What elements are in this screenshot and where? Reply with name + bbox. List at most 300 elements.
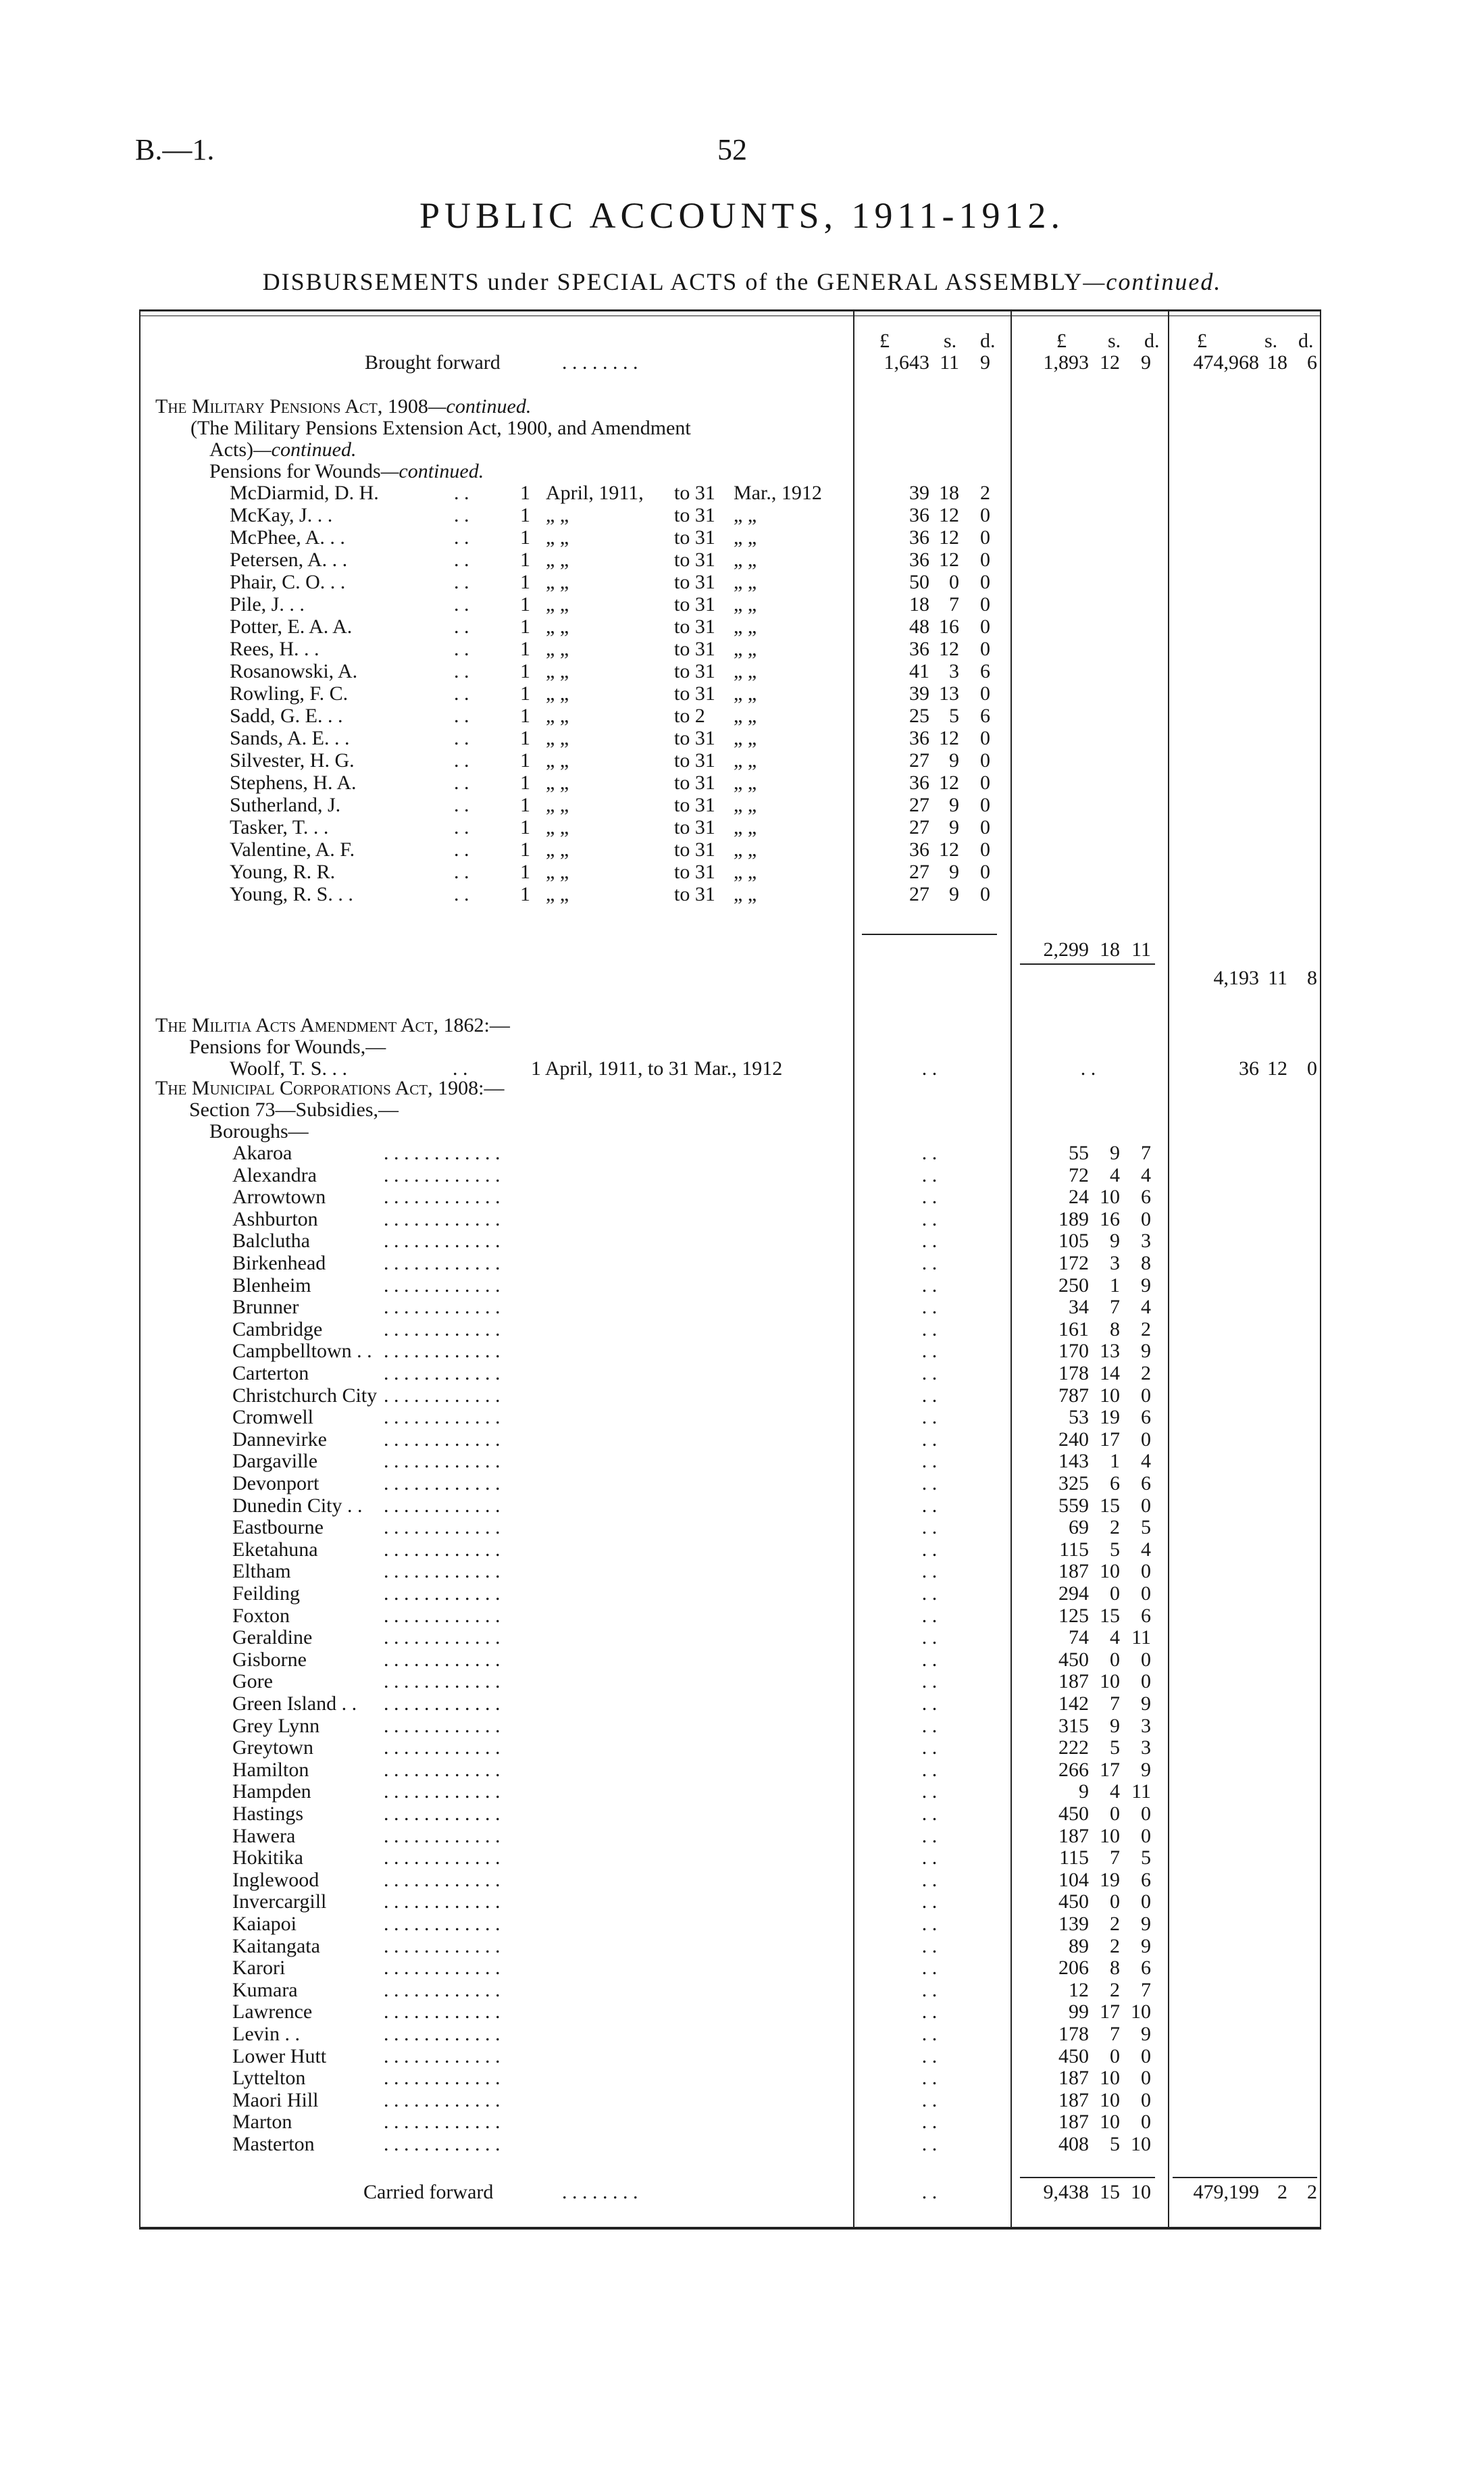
borough-name: Hokitika: [232, 1846, 303, 1869]
table-top-rule: [139, 309, 1321, 311]
borough-shillings: 10: [1100, 1825, 1120, 1847]
borough-leaders: . . . . . . . . . . . .: [384, 1362, 501, 1384]
borough-shillings: 3: [1110, 1252, 1120, 1274]
pension-pounds: 27: [909, 794, 929, 816]
pension-period-to: to 31: [674, 615, 715, 638]
borough-shillings: 2: [1110, 1935, 1120, 1957]
pension-pounds: 27: [909, 816, 929, 838]
borough-shillings: 19: [1100, 1406, 1120, 1428]
borough-name: Kaiapoi: [232, 1913, 297, 1935]
brought-forward-label: Brought forward: [365, 351, 501, 374]
pension-shillings: 12: [939, 838, 959, 861]
borough-shillings: 10: [1100, 1560, 1120, 1582]
borough-col1-leader: . .: [921, 2133, 938, 2155]
pension-period-end: „ „: [734, 883, 757, 905]
pension-pence: 0: [980, 549, 990, 571]
military-col2-total-rule: [1020, 963, 1155, 965]
borough-shillings: 2: [1110, 1979, 1120, 2001]
borough-leaders: . . . . . . . . . . . .: [384, 2067, 501, 2089]
militia-act-heading: [155, 1015, 510, 1036]
borough-leaders: . . . . . . . . . . . .: [384, 1406, 501, 1428]
borough-leaders: . . . . . . . . . . . .: [384, 1296, 501, 1318]
pension-pounds: 36: [909, 772, 929, 794]
borough-col1-leader: . .: [921, 1472, 938, 1494]
borough-name: Greytown: [232, 1736, 313, 1759]
pensioner-leader: . .: [454, 615, 469, 638]
military-extension-acts: Acts): [209, 438, 253, 461]
borough-leaders: . . . . . . . . . . . .: [384, 1869, 501, 1891]
borough-pounds: 222: [1058, 1736, 1089, 1759]
borough-shillings: 9: [1110, 1142, 1120, 1164]
borough-col1-leader: . .: [921, 1979, 938, 2001]
borough-pounds: 125: [1058, 1605, 1089, 1627]
pension-period-start: „ „: [546, 593, 569, 615]
cf-col3-pence: 2: [1307, 2181, 1317, 2203]
borough-pounds: 170: [1058, 1340, 1089, 1362]
pension-shillings: 7: [949, 593, 959, 615]
borough-shillings: 0: [1110, 1649, 1120, 1671]
pensioner-name: Sutherland, J.: [230, 794, 341, 816]
pension-period-start: „ „: [546, 816, 569, 838]
borough-shillings: 8: [1110, 1957, 1120, 1979]
pension-pence: 6: [980, 660, 990, 682]
borough-pence: 6: [1141, 1472, 1151, 1494]
pension-period-end: „ „: [734, 772, 757, 794]
cf-col3-pounds: 479,199: [1193, 2181, 1259, 2203]
borough-col1-leader: . .: [921, 2045, 938, 2067]
borough-name: Birkenhead: [232, 1252, 326, 1274]
borough-pence: 0: [1141, 1494, 1151, 1517]
pensioner-leader: . .: [454, 794, 469, 816]
borough-col1-leader: . .: [921, 1957, 938, 1979]
borough-pounds: 189: [1058, 1208, 1089, 1230]
borough-pounds: 24: [1069, 1186, 1089, 1208]
borough-col1-leader: . .: [921, 1538, 938, 1561]
militia-period: 1 April, 1911, to 31 Mar., 1912: [531, 1057, 783, 1080]
borough-name: Balclutha: [232, 1230, 310, 1252]
pension-period-start: „ „: [546, 861, 569, 883]
borough-leaders: . . . . . . . . . . . .: [384, 2133, 501, 2155]
borough-col1-leader: . .: [921, 1935, 938, 1957]
pension-period-to: to 31: [674, 816, 715, 838]
pension-period-start: „ „: [546, 749, 569, 772]
pensioner-name: Silvester, H. G.: [230, 749, 355, 772]
pensioner-leader: . .: [454, 772, 469, 794]
pension-pounds: 39: [909, 682, 929, 705]
borough-leaders: . . . . . . . . . . . .: [384, 1494, 501, 1517]
borough-col1-leader: . .: [921, 1869, 938, 1891]
pension-shillings: 0: [949, 571, 959, 593]
pension-period-to: to 31: [674, 526, 715, 549]
table-right-border: [1320, 309, 1321, 2230]
pension-shillings: 12: [939, 504, 959, 526]
pension-pence: 0: [980, 794, 990, 816]
borough-name: Feilding: [232, 1582, 301, 1605]
borough-pounds: 787: [1058, 1384, 1089, 1407]
military-act-title: The Military Pensions Act, 1908: [155, 395, 428, 418]
borough-shillings: 5: [1110, 1736, 1120, 1759]
borough-leaders: . . . . . . . . . . . .: [384, 1252, 501, 1274]
pension-pence: 0: [980, 816, 990, 838]
pension-period-to: to 31: [674, 883, 715, 905]
borough-col1-leader: . .: [921, 2111, 938, 2133]
pension-period-start: „ „: [546, 615, 569, 638]
pensioner-name: Tasker, T. . .: [230, 816, 329, 838]
pension-shillings: 18: [939, 482, 959, 504]
borough-pence: 0: [1141, 1890, 1151, 1913]
borough-pounds: 408: [1058, 2133, 1089, 2155]
borough-name: Lyttelton: [232, 2067, 306, 2089]
pension-months: 1: [520, 549, 530, 571]
pension-shillings: 12: [939, 526, 959, 549]
pensioner-name: Rees, H. . .: [230, 638, 319, 660]
pension-pence: 6: [980, 705, 990, 727]
pension-period-end: „ „: [734, 749, 757, 772]
borough-pounds: 559: [1058, 1494, 1089, 1517]
borough-name: Masterton: [232, 2133, 315, 2155]
pension-period-to: to 2: [674, 705, 705, 727]
borough-pounds: 450: [1058, 1803, 1089, 1825]
borough-pence: 10: [1131, 2133, 1151, 2155]
borough-leaders: . . . . . . . . . . . .: [384, 1957, 501, 1979]
borough-pounds: 450: [1058, 1649, 1089, 1671]
borough-leaders: . . . . . . . . . . . .: [384, 1384, 501, 1407]
bf-col3-shillings: 18: [1267, 351, 1287, 374]
borough-shillings: 0: [1110, 1582, 1120, 1605]
pension-period-end: „ „: [734, 705, 757, 727]
borough-pounds: 187: [1058, 1825, 1089, 1847]
pension-pence: 0: [980, 593, 990, 615]
pension-period-end: „ „: [734, 861, 757, 883]
pension-shillings: 12: [939, 772, 959, 794]
bf-col3-pounds: 474,968: [1193, 351, 1259, 374]
military-extension-continued: —continued.: [253, 438, 357, 461]
pension-pounds: 27: [909, 861, 929, 883]
military-pensions-heading: [209, 461, 484, 482]
borough-pence: 6: [1141, 1186, 1151, 1208]
pension-period-end: „ „: [734, 794, 757, 816]
pensioner-leader: . .: [454, 526, 469, 549]
borough-leaders: . . . . . . . . . . . .: [384, 1274, 501, 1297]
military-act-continued: —continued.: [428, 395, 532, 418]
borough-pounds: 450: [1058, 1890, 1089, 1913]
borough-pence: 0: [1141, 2089, 1151, 2111]
borough-leaders: . . . . . . . . . . . .: [384, 1979, 501, 2001]
borough-col1-leader: . .: [921, 1692, 938, 1715]
cf-col2-pounds: 9,438: [1043, 2181, 1089, 2203]
pensioner-leader: . .: [454, 549, 469, 571]
borough-name: Grey Lynn: [232, 1715, 320, 1737]
page-subtitle: [0, 268, 1484, 296]
pensioner-name: McDiarmid, D. H.: [230, 482, 379, 504]
borough-col1-leader: . .: [921, 1890, 938, 1913]
col2-shilling-header: s.: [1108, 330, 1121, 352]
borough-pence: 4: [1141, 1450, 1151, 1472]
borough-leaders: . . . . . . . . . . . .: [384, 1803, 501, 1825]
borough-col1-leader: . .: [921, 1605, 938, 1627]
col3-pound-header: £: [1197, 330, 1207, 352]
pensioner-name: Valentine, A. F.: [230, 838, 355, 861]
borough-name: Marton: [232, 2111, 292, 2133]
pension-months: 1: [520, 727, 530, 749]
borough-pounds: 12: [1069, 1979, 1089, 2001]
borough-name: Hampden: [232, 1780, 311, 1803]
borough-name: Geraldine: [232, 1626, 313, 1649]
borough-name: Ashburton: [232, 1208, 318, 1230]
page-reference: B.—1.: [135, 133, 215, 166]
pension-pence: 0: [980, 638, 990, 660]
borough-pence: 9: [1141, 2023, 1151, 2045]
military-extension-line2: [209, 439, 356, 461]
pension-months: 1: [520, 705, 530, 727]
pension-pounds: 18: [909, 593, 929, 615]
borough-leaders: . . . . . . . . . . . .: [384, 1516, 501, 1538]
borough-leaders: . . . . . . . . . . . .: [384, 1142, 501, 1164]
table-bottom-rule: [139, 2227, 1321, 2230]
borough-pence: 7: [1141, 1142, 1151, 1164]
borough-name: Karori: [232, 1957, 286, 1979]
pension-period-start: „ „: [546, 571, 569, 593]
borough-leaders: . . . . . . . . . . . .: [384, 1318, 501, 1340]
pensioner-name: Rosanowski, A.: [230, 660, 358, 682]
pension-shillings: 9: [949, 816, 959, 838]
cf-col2-pence: 10: [1131, 2181, 1151, 2203]
pension-months: 1: [520, 571, 530, 593]
pension-pounds: 36: [909, 727, 929, 749]
borough-pounds: 187: [1058, 2067, 1089, 2089]
borough-leaders: . . . . . . . . . . . .: [384, 1472, 501, 1494]
pension-pence: 0: [980, 682, 990, 705]
borough-pounds: 187: [1058, 1560, 1089, 1582]
borough-name: Hastings: [232, 1803, 303, 1825]
bf-col2-pence: 9: [1141, 351, 1151, 374]
pension-months: 1: [520, 794, 530, 816]
pension-period-start: „ „: [546, 638, 569, 660]
pension-months: 1: [520, 749, 530, 772]
disbursements-table: [139, 309, 1321, 2230]
military-act-heading: [155, 396, 531, 418]
borough-pence: 9: [1141, 1692, 1151, 1715]
pensioner-name: Young, R. S. . .: [230, 883, 353, 905]
municipal-act-tail: :—: [478, 1077, 505, 1099]
pension-pounds: 36: [909, 638, 929, 660]
pensioner-leader: . .: [454, 749, 469, 772]
borough-pence: 4: [1141, 1164, 1151, 1186]
borough-name: Cromwell: [232, 1406, 313, 1428]
pension-pence: 0: [980, 838, 990, 861]
borough-col1-leader: . .: [921, 1340, 938, 1362]
pensioner-name: Pile, J. . .: [230, 593, 305, 615]
bf-col3-pence: 6: [1307, 351, 1317, 374]
cf-col2-shillings: 15: [1100, 2181, 1120, 2203]
borough-shillings: 9: [1110, 1715, 1120, 1737]
bf-col1-pounds: 1,643: [884, 351, 929, 374]
borough-leaders: . . . . . . . . . . . .: [384, 1825, 501, 1847]
borough-shillings: 10: [1100, 1384, 1120, 1407]
borough-leaders: . . . . . . . . . . . .: [384, 1340, 501, 1362]
pension-period-to: to 31: [674, 549, 715, 571]
borough-pence: 9: [1141, 1759, 1151, 1781]
pension-shillings: 9: [949, 794, 959, 816]
borough-leaders: . . . . . . . . . . . .: [384, 1164, 501, 1186]
borough-name: Christchurch City: [232, 1384, 378, 1407]
militia-total-shillings: 12: [1267, 1057, 1287, 1080]
borough-pence: 4: [1141, 1538, 1151, 1561]
pension-months: 1: [520, 482, 530, 504]
borough-name: Lower Hutt: [232, 2045, 327, 2067]
pension-period-start: „ „: [546, 838, 569, 861]
pension-pounds: 39: [909, 482, 929, 504]
borough-pounds: 294: [1058, 1582, 1089, 1605]
pension-period-end: „ „: [734, 593, 757, 615]
borough-pence: 11: [1131, 1780, 1151, 1803]
borough-name: Alexandra: [232, 1164, 317, 1186]
pensioner-name: McPhee, A. . .: [230, 526, 345, 549]
borough-col1-leader: . .: [921, 1186, 938, 1208]
borough-name: Gisborne: [232, 1649, 307, 1671]
col3-shilling-header: s.: [1264, 330, 1278, 352]
pension-pounds: 41: [909, 660, 929, 682]
carried-forward-rule-col2: [1020, 2177, 1155, 2178]
borough-pence: 6: [1141, 1406, 1151, 1428]
pensioner-leader: . .: [454, 638, 469, 660]
borough-shillings: 0: [1110, 2045, 1120, 2067]
pensioner-name: Phair, C. O. . .: [230, 571, 346, 593]
borough-pounds: 72: [1069, 1164, 1089, 1186]
municipal-act-heading-line: [155, 1078, 504, 1099]
pension-shillings: 13: [939, 682, 959, 705]
borough-col1-leader: . .: [921, 1803, 938, 1825]
borough-col1-leader: . .: [921, 1670, 938, 1692]
borough-shillings: 17: [1100, 1428, 1120, 1451]
pension-period-to: to 31: [674, 638, 715, 660]
borough-pounds: 115: [1059, 1538, 1089, 1561]
pension-period-to: to 31: [674, 749, 715, 772]
borough-col1-leader: . .: [921, 1230, 938, 1252]
borough-pence: 3: [1141, 1230, 1151, 1252]
pension-period-start: „ „: [546, 705, 569, 727]
borough-col1-leader: . .: [921, 1362, 938, 1384]
pension-pounds: 27: [909, 883, 929, 905]
borough-pence: 3: [1141, 1736, 1151, 1759]
borough-leaders: . . . . . . . . . . . .: [384, 1230, 501, 1252]
borough-pounds: 325: [1058, 1472, 1089, 1494]
pension-months: 1: [520, 593, 530, 615]
borough-shillings: 10: [1100, 2089, 1120, 2111]
pension-months: 1: [520, 883, 530, 905]
borough-pence: 0: [1141, 1560, 1151, 1582]
borough-pence: 9: [1141, 1935, 1151, 1957]
borough-col1-leader: . .: [921, 1825, 938, 1847]
pension-pence: 0: [980, 615, 990, 638]
borough-leaders: . . . . . . . . . . . .: [384, 2089, 501, 2111]
pensioner-name: Stephens, H. A.: [230, 772, 357, 794]
borough-shillings: 0: [1110, 1803, 1120, 1825]
pension-pence: 0: [980, 749, 990, 772]
pension-months: 1: [520, 816, 530, 838]
borough-pounds: 178: [1058, 2023, 1089, 2045]
pensioner-leader: . .: [454, 883, 469, 905]
borough-shillings: 16: [1100, 1208, 1120, 1230]
pensioner-leader: . .: [454, 660, 469, 682]
borough-pence: 0: [1141, 2045, 1151, 2067]
military-col1-total-rule: [862, 934, 997, 935]
borough-pounds: 315: [1058, 1715, 1089, 1737]
pensioner-name: Young, R. R.: [230, 861, 336, 883]
borough-pounds: 115: [1059, 1846, 1089, 1869]
col2-pence-header: d.: [1144, 330, 1160, 352]
pension-period-start: „ „: [546, 727, 569, 749]
pension-shillings: 9: [949, 749, 959, 772]
borough-name: Dunedin City . .: [232, 1494, 363, 1517]
borough-shillings: 0: [1110, 1890, 1120, 1913]
col3-pence-header: d.: [1298, 330, 1314, 352]
borough-leaders: . . . . . . . . . . . .: [384, 1913, 501, 1935]
militia-act-title: The Militia Acts Amendment Act, 1862: [155, 1014, 484, 1036]
column-divider-1: [853, 309, 854, 2230]
pension-period-to: to 31: [674, 727, 715, 749]
borough-leaders: . . . . . . . . . . . .: [384, 1935, 501, 1957]
borough-pence: 3: [1141, 1715, 1151, 1737]
borough-pence: 6: [1141, 1869, 1151, 1891]
pension-period-end: „ „: [734, 727, 757, 749]
pension-period-start: „ „: [546, 549, 569, 571]
page-title: PUBLIC ACCOUNTS, 1911-1912.: [419, 195, 1065, 236]
pension-period-start: „ „: [546, 682, 569, 705]
borough-shillings: 7: [1110, 2023, 1120, 2045]
borough-col1-leader: . .: [921, 2089, 938, 2111]
bf-col2-shillings: 12: [1100, 351, 1120, 374]
borough-name: Foxton: [232, 1605, 290, 1627]
pension-shillings: 9: [949, 883, 959, 905]
borough-name: Hawera: [232, 1825, 296, 1847]
pension-pounds: 36: [909, 549, 929, 571]
pensioner-leader: . .: [454, 482, 469, 504]
borough-leaders: . . . . . . . . . . . .: [384, 1560, 501, 1582]
pension-period-to: to 31: [674, 660, 715, 682]
militia-total-pounds: 36: [1239, 1057, 1259, 1080]
borough-pounds: 99: [1069, 2001, 1089, 2023]
borough-shillings: 2: [1110, 1516, 1120, 1538]
borough-col1-leader: . .: [921, 2067, 938, 2089]
borough-name: Devonport: [232, 1472, 319, 1494]
borough-pounds: 187: [1058, 2111, 1089, 2133]
borough-name: Inglewood: [232, 1869, 319, 1891]
pension-pence: 0: [980, 504, 990, 526]
borough-shillings: 2: [1110, 1913, 1120, 1935]
borough-pounds: 450: [1058, 2045, 1089, 2067]
borough-shillings: 9: [1110, 1230, 1120, 1252]
borough-shillings: 13: [1100, 1340, 1120, 1362]
borough-pence: 4: [1141, 1296, 1151, 1318]
col1-pound-header: £: [879, 330, 890, 352]
borough-pence: 8: [1141, 1252, 1151, 1274]
borough-pence: 2: [1141, 1362, 1151, 1384]
borough-col1-leader: . .: [921, 1384, 938, 1407]
borough-pence: 0: [1141, 1670, 1151, 1692]
pension-period-end: Mar., 1912: [734, 482, 822, 504]
pension-period-to: to 31: [674, 861, 715, 883]
pensioner-leader: . .: [454, 504, 469, 526]
pension-period-to: to 31: [674, 772, 715, 794]
pension-pounds: 36: [909, 838, 929, 861]
borough-col1-leader: . .: [921, 1649, 938, 1671]
militia-pensions-label: Pensions for Wounds,—: [189, 1036, 386, 1058]
borough-shillings: 6: [1110, 1472, 1120, 1494]
borough-col1-leader: . .: [921, 1715, 938, 1737]
borough-col1-leader: . .: [921, 1560, 938, 1582]
pension-period-start: „ „: [546, 772, 569, 794]
